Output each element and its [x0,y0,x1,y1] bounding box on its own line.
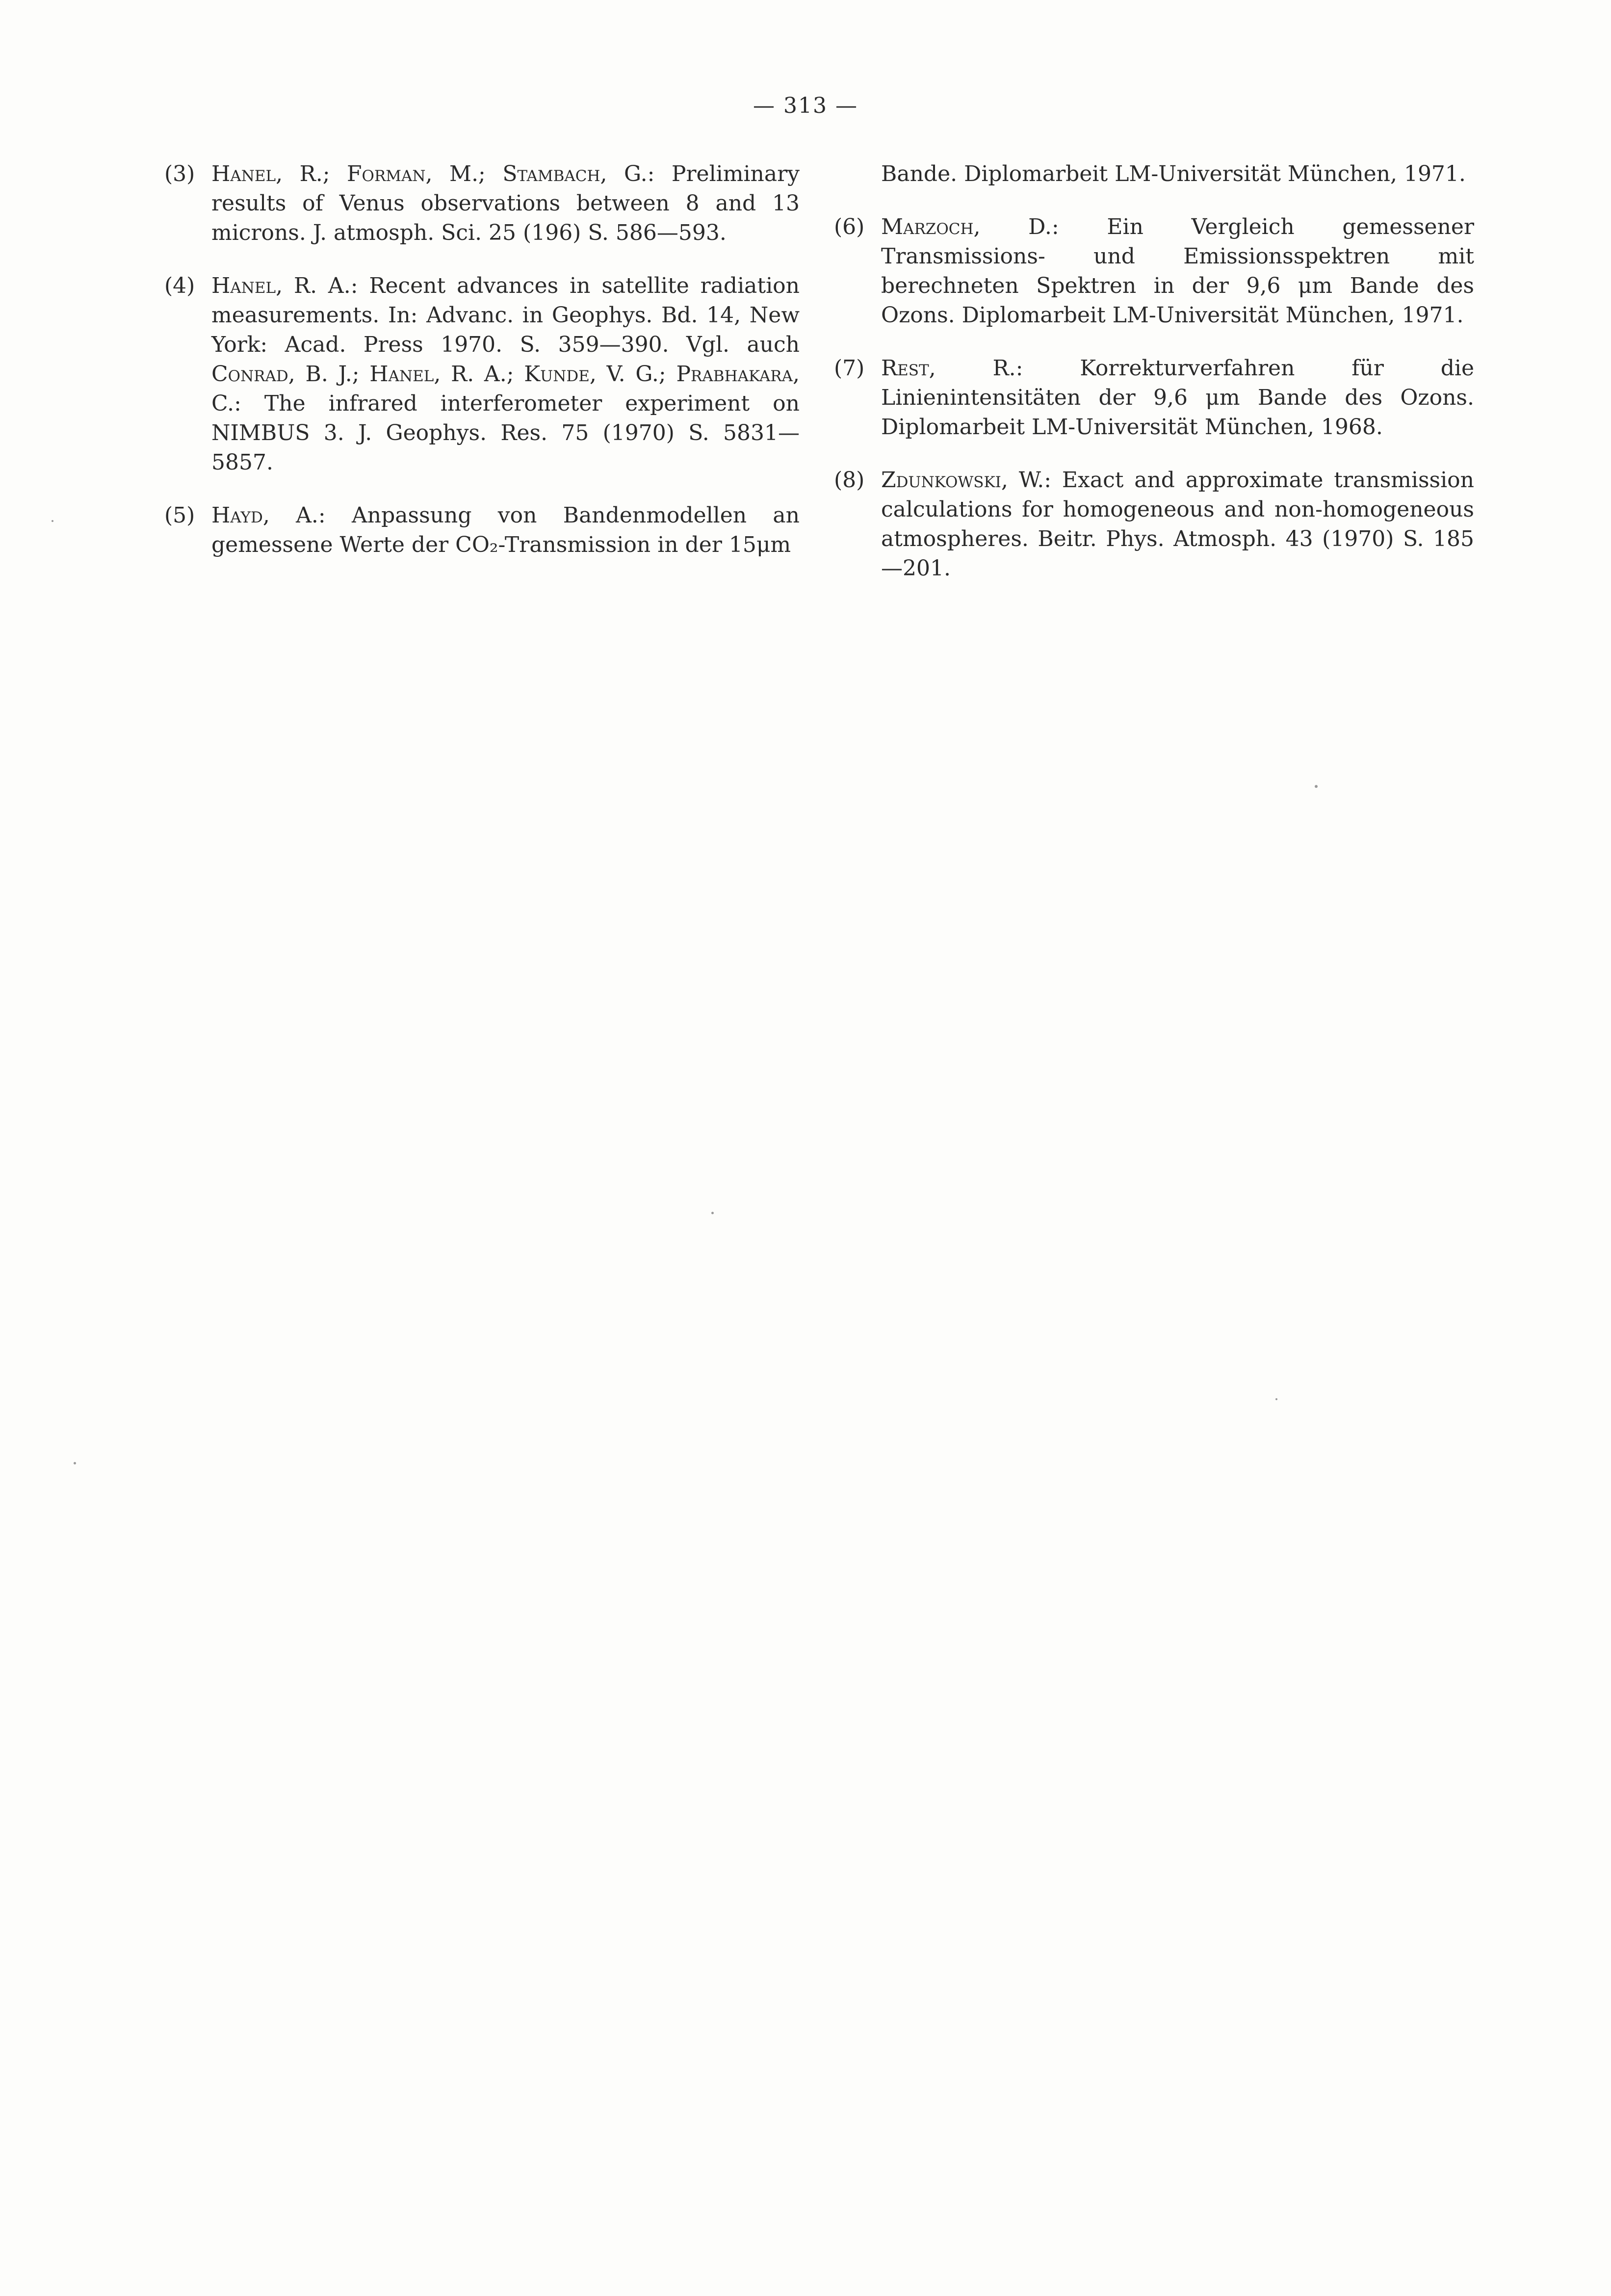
scan-speck [1315,785,1318,788]
reference-text: Korrekturverfahren für die Linienintensitäten der 9,6 μm Bande des Ozons. Diplomarbeit LM-Universität München, 1968. [881,356,1474,440]
reference-number: (4) [164,273,195,298]
reference-text: Recent advances in satellite radiation measurements. In: Advanc. in Geophys. Bd. 14, New York: Acad. Press 1970. S. 359—390. Vgl. auch [211,273,800,357]
reference-number: (3) [164,161,195,186]
reference-5-continuation [834,159,1474,189]
scan-speck [52,520,53,522]
reference-authors-secondary: Conrad, B. J.; Hanel, R. A.; Kunde, V. G.; Prabhakara, C.: [211,362,800,416]
reference-authors: Hanel, R. A.: [211,273,358,298]
reference-number: (7) [834,356,865,381]
scan-speck [1275,1398,1277,1400]
reference-4 [164,271,800,477]
reference-text: Ein Vergleich gemessener Transmissions- und Emissionsspektren mit berechneten Spektren in der 9,6 μm Bande des Ozons. Diplomarbeit LM-Universität München, 1971. [881,214,1474,328]
scan-speck [711,1212,714,1214]
reference-text: Preliminary results of Venus observations between 8 and 13 microns. J. atmosph. Sci. 25 (196) S. 586—593. [211,161,800,245]
reference-7 [834,354,1474,442]
reference-5 [164,501,800,560]
reference-text: Bande. Diplomarbeit LM-Universität München, 1971. [881,161,1466,186]
reference-8 [834,466,1474,583]
reference-number: (8) [834,468,865,493]
reference-6 [834,212,1474,330]
reference-text: Exact and approximate transmission calculations for homogeneous and non-homogeneous atmospheres. Beitr. Phys. Atmosph. 43 (1970) S. 185—201. [881,468,1474,581]
reference-authors: Hayd, A.: [211,503,326,528]
reference-authors: Hanel, R.; Forman, M.; Stambach, G.: [211,161,655,186]
reference-3 [164,159,800,248]
reference-authors: Zdunkowski, W.: [881,468,1052,493]
scan-speck [74,1462,76,1464]
reference-number: (6) [834,214,865,239]
reference-text: Anpassung von Bandenmodellen an gemessene Werte der CO₂-Transmission in der 15μm [211,503,800,557]
reference-number: (5) [164,503,195,528]
reference-authors: Rest, R.: [881,356,1023,381]
reference-column-right [834,159,1474,607]
page-number: — 313 — [753,93,858,118]
reference-authors: Marzoch, D.: [881,214,1059,239]
reference-text-secondary: The infrared interferometer experiment on NIMBUS 3. J. Geophys. Res. 75 (1970) S. 5831—5857. [211,391,800,475]
reference-column-left [164,159,800,583]
